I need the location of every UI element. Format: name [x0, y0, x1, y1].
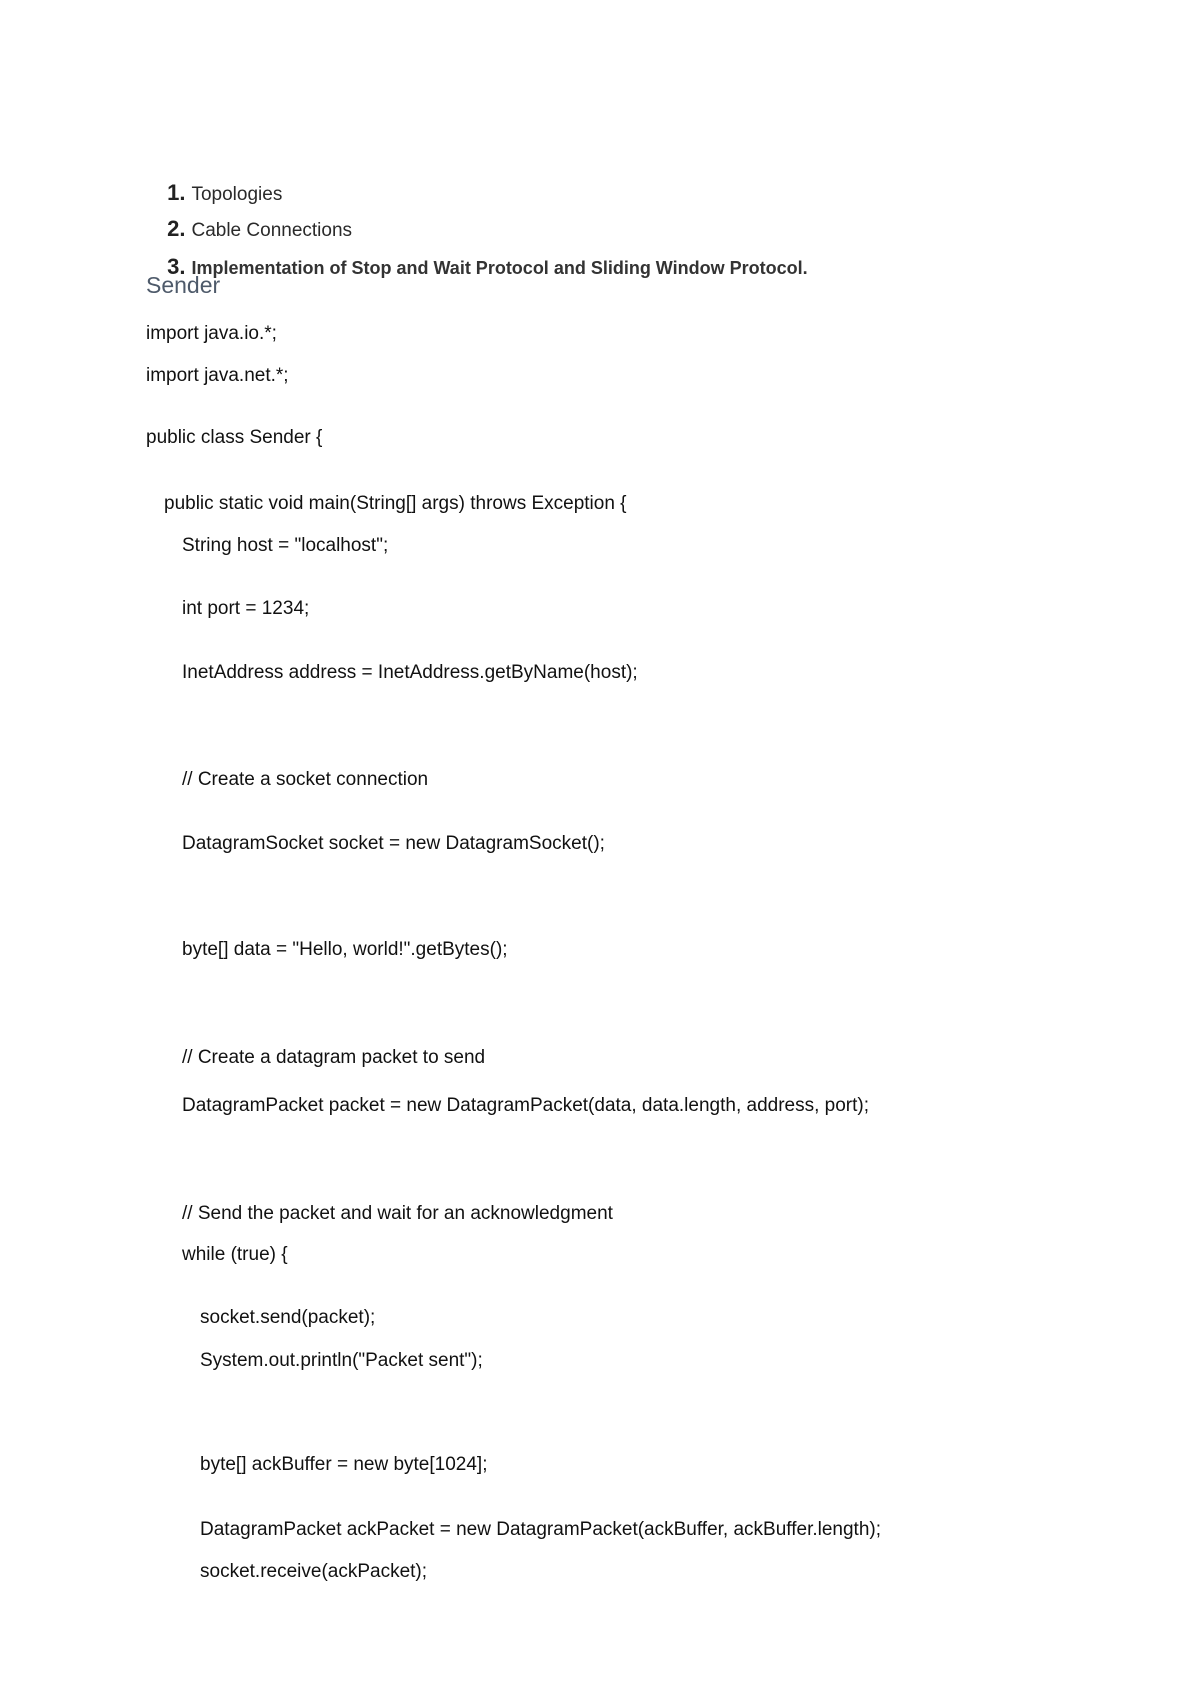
code-line: import java.io.*; — [146, 323, 277, 344]
list-item-implementation — [146, 228, 808, 308]
code-line: DatagramPacket ackPacket = new DatagramPacket(ackBuffer, ackBuffer.length); — [200, 1519, 882, 1540]
code-line: System.out.println("Packet sent"); — [200, 1350, 483, 1371]
section-title-sender: Sender — [146, 272, 221, 298]
code-comment: // Create a socket connection — [182, 769, 429, 790]
code-line: import java.net.*; — [146, 365, 289, 386]
code-line: String host = "localhost"; — [182, 535, 389, 556]
code-line: while (true) { — [182, 1244, 288, 1265]
list-number: 2. — [167, 216, 186, 241]
code-line: socket.send(packet); — [200, 1307, 376, 1328]
code-line: int port = 1234; — [182, 598, 310, 619]
code-line: byte[] ackBuffer = new byte[1024]; — [200, 1454, 488, 1475]
list-item-text: Cable Connections — [191, 220, 353, 241]
code-line: public class Sender { — [146, 427, 323, 448]
code-line: byte[] data = "Hello, world!".getBytes(); — [182, 939, 508, 960]
code-line: DatagramSocket socket = new DatagramSocket(); — [182, 833, 605, 854]
code-comment: // Send the packet and wait for an acknowledgment — [182, 1203, 613, 1224]
code-line: socket.receive(ackPacket); — [200, 1561, 428, 1582]
list-number: 3. — [167, 254, 186, 279]
code-line: InetAddress address = InetAddress.getByName(host); — [182, 662, 638, 683]
code-comment: // Create a datagram packet to send — [182, 1047, 486, 1068]
list-number: 1. — [167, 180, 186, 205]
list-item-text: Topologies — [191, 184, 283, 205]
list-item-text: Implementation of Stop and Wait Protocol and Sliding Window Protocol. — [191, 258, 808, 278]
code-line: DatagramPacket packet = new DatagramPacket(data, data.length, address, port); — [182, 1095, 870, 1116]
code-line: public static void main(String[] args) throws Exception { — [164, 493, 627, 514]
